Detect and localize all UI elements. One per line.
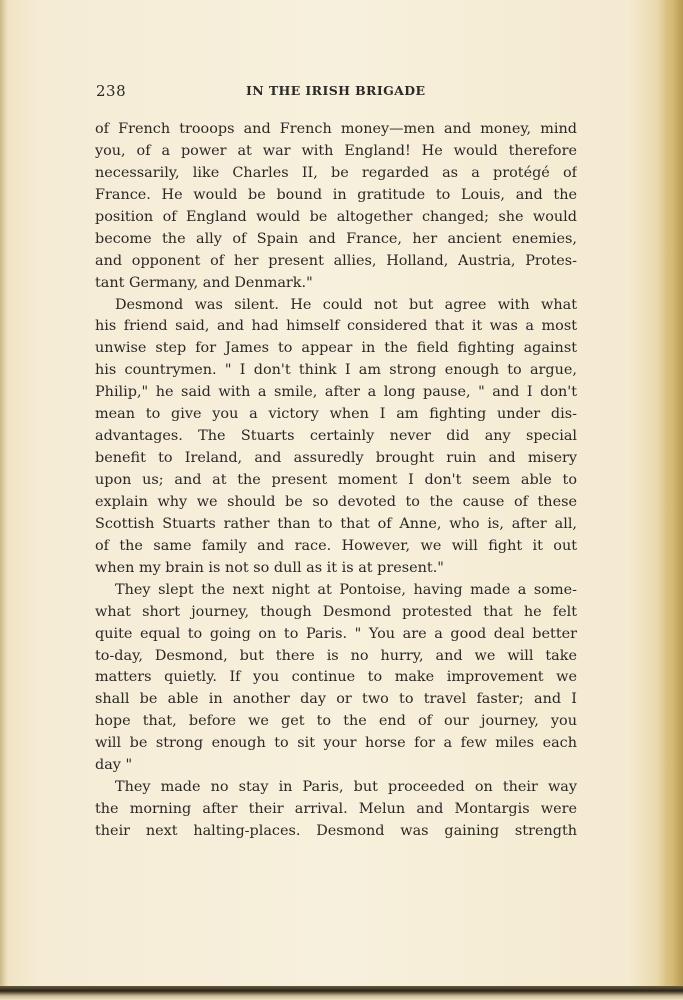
text-line: shall be able in another day or two to travel faster; and I — [95, 691, 577, 708]
text-line: quite equal to going on to Paris. " You are a good deal better — [95, 625, 577, 642]
page-bottom-edge — [0, 986, 683, 1000]
text-line: to-day, Desmond, but there is no hurry, and we will take — [95, 647, 577, 664]
text-line: position of England would be altogether changed; she would — [95, 208, 577, 225]
text-line: of French trooops and French money—men and money, mind — [95, 121, 577, 137]
page-edge-shadow — [657, 0, 683, 1000]
text-line: upon us; and at the present moment I don't seem able to — [95, 472, 577, 488]
text-line: mean to give you a victory when I am fighting under dis- — [95, 406, 577, 423]
text-line: explain why we should be so devoted to the cause of these — [95, 493, 577, 510]
text-line: Desmond was silent. He could not but agree with what — [115, 296, 577, 313]
text-line: what short journey, though Desmond protested that he felt — [95, 603, 577, 620]
text-line: of the same family and race. However, we will fight it out — [95, 537, 577, 554]
text-line: unwise step for James to appear in the field fighting against — [95, 340, 577, 357]
text-line: day " — [95, 757, 133, 774]
text-line: Philip," he said with a smile, after a long pause, " and I don't — [95, 384, 577, 401]
page-gutter-shadow — [0, 0, 8, 1000]
text-line: their next halting-places. Desmond was gaining strength — [95, 823, 577, 839]
text-line: hope that, before we get to the end of our journey, you — [95, 713, 577, 730]
text-line: They made no stay in Paris, but proceeded on their way — [115, 779, 577, 796]
running-title: IN THE IRISH BRIGADE — [246, 83, 426, 98]
text-line: necessarily, like Charles II, be regarded as a protégé of — [95, 164, 577, 181]
text-line: become the ally of Spain and France, her ancient enemies, — [95, 230, 577, 247]
page-header — [96, 82, 576, 102]
text-line: France. He would be bound in gratitude to Louis, and the — [95, 186, 577, 203]
text-line: when my brain is not so dull as it is at present." — [95, 559, 444, 576]
text-line: and opponent of her present allies, Holland, Austria, Protes- — [95, 252, 577, 269]
text-line: Scottish Stuarts rather than to that of Anne, who is, after all, — [95, 515, 577, 532]
text-line: They slept the next night at Pontoise, having made a some- — [115, 581, 577, 598]
text-line: tant Germany, and Denmark." — [95, 274, 313, 291]
text-line: benefit to Ireland, and assuredly brought ruin and misery — [95, 450, 577, 467]
text-line: matters quietly. If you continue to make improvement we — [95, 669, 577, 686]
text-line: you, of a power at war with England! He would therefore — [95, 142, 577, 159]
text-line: advantages. The Stuarts certainly never did any special — [95, 428, 577, 445]
text-line: his countrymen. " I don't think I am strong enough to argue, — [95, 362, 577, 379]
text-line: will be strong enough to sit your horse for a few miles each — [95, 735, 577, 752]
text-line: his friend said, and had himself considered that it was a most — [95, 318, 577, 335]
body-text — [95, 119, 577, 843]
page-number: 238 — [96, 82, 127, 100]
text-line: the morning after their arrival. Melun and Montargis were — [95, 801, 577, 818]
